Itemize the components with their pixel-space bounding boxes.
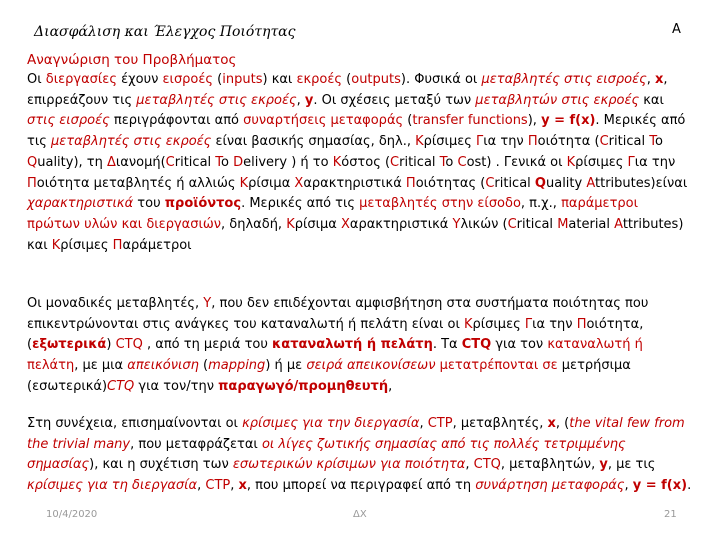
text-run: περιγράφονται από	[109, 113, 244, 129]
text-run: ,	[624, 478, 633, 494]
text-run: ια την	[634, 154, 676, 170]
text-run: ρίσιμα	[294, 216, 341, 232]
text-run: CTQ	[461, 337, 492, 353]
paragraph-inputs-outputs	[27, 70, 693, 256]
text-run: ρίσιμες	[423, 134, 477, 150]
text-run: στις εισροές	[27, 113, 110, 129]
text-run: (	[403, 113, 413, 129]
text-run: y = f(x)	[632, 478, 688, 494]
text-run: ,	[388, 378, 393, 394]
text-run: ,	[419, 416, 428, 431]
text-run: Π	[112, 237, 123, 253]
text-run: x	[238, 478, 247, 494]
text-run: μεταβλητές στην είσοδο	[359, 196, 521, 212]
text-run: καταναλωτή ή πελάτη	[272, 337, 433, 353]
text-run: μεταβλητές στις εκροές	[51, 134, 212, 150]
text-run: , π.χ.,	[520, 196, 562, 212]
text-run: έχουν	[116, 72, 163, 87]
text-run: the vital few from the trivial many	[27, 416, 685, 452]
paragraph-ctp-variables	[27, 414, 693, 497]
text-run: mapping	[208, 358, 266, 374]
text-run: T	[439, 154, 446, 170]
paragraph-ctq-variables	[27, 294, 693, 398]
text-run: ,	[465, 457, 474, 473]
text-run: ritical	[516, 216, 558, 232]
text-run: C	[457, 154, 467, 170]
footer-date: 10/4/2020	[46, 509, 98, 520]
text-run: C	[485, 175, 495, 191]
text-run: Π	[527, 134, 538, 150]
text-run: , επιρρεάζουν τις	[27, 72, 668, 108]
text-run: του	[133, 196, 165, 212]
slide-corner-label: A	[672, 22, 681, 37]
text-run: συνάρτηση μεταφοράς	[475, 478, 625, 494]
text-run: παραγωγό/προμηθευτή	[218, 378, 389, 394]
text-run: M	[557, 216, 569, 232]
text-run: Κ	[286, 216, 295, 232]
text-run: Π	[27, 175, 37, 191]
text-run: εσωτερικών κρίσιμων για ποιότητα	[232, 457, 466, 473]
text-run: C	[599, 134, 609, 150]
text-run: . Οι σχέσεις μεταξύ των	[313, 92, 476, 108]
text-run: , που μεταφράζεται	[130, 436, 262, 452]
text-run: A	[614, 216, 623, 232]
text-run: εξωτερικά	[32, 337, 107, 353]
text-run: , που μπορεί να περιγραφεί από τη	[246, 478, 476, 494]
text-run: , (	[555, 416, 570, 431]
text-run: ρίσιμες	[60, 237, 113, 253]
text-run: ,	[230, 478, 239, 494]
text-run: Κ	[332, 154, 342, 170]
section-title: Αναγνώριση του Προβλήματος	[27, 52, 237, 68]
text-run: ια την	[532, 316, 577, 332]
text-run: x	[547, 416, 556, 431]
text-run: (	[342, 72, 352, 87]
text-run: Γ	[476, 134, 484, 150]
text-run: , μεταβλητών,	[500, 457, 600, 473]
text-run: , με μια	[74, 358, 128, 374]
text-run: Οι μοναδικές μεταβλητές,	[27, 296, 204, 311]
text-run: οιότητα (	[537, 134, 600, 150]
text-run: οιότητας (	[415, 175, 486, 191]
text-run: Κ	[415, 134, 424, 150]
text-run: αρακτηριστικά	[303, 175, 406, 191]
text-run: διεργασίες	[45, 72, 117, 87]
text-run: για τον	[491, 337, 548, 353]
text-run: Στη συνέχεια, επισημαίνονται οι	[27, 416, 243, 431]
text-run: Υ	[452, 216, 461, 232]
text-run: , που δεν επιδέχονται αμφισβήτηση στα συστήματα ποιότητας που επικεντρώνονται στις ανάγκες του καταναλωτή ή πελάτη είναι οι	[27, 296, 649, 332]
text-run: outputs	[351, 72, 401, 87]
text-run: κρίσιμες για την διεργασία	[242, 416, 420, 431]
text-run: CTQ	[473, 457, 501, 473]
text-run: (	[213, 72, 223, 87]
text-run: χαρακτηριστικά	[27, 196, 134, 212]
text-run: μετατρέπονται σε	[435, 358, 562, 374]
text-run: A	[586, 175, 596, 191]
text-run: Q	[27, 154, 38, 170]
text-run: και	[639, 92, 664, 108]
text-run: Κ	[239, 175, 249, 191]
text-run: o	[654, 134, 663, 150]
text-run: elivery ) ή το	[243, 154, 333, 170]
text-run: ,	[197, 478, 206, 494]
text-run: CTP	[427, 416, 453, 431]
text-run: ritical	[608, 134, 650, 150]
text-run: όστος (	[341, 154, 391, 170]
text-run: ρίσιμα	[248, 175, 295, 191]
text-run: καταναλωτή ή πελάτη	[27, 337, 643, 374]
text-run: ) ή με	[265, 358, 307, 374]
text-run: transfer functions	[412, 113, 528, 129]
text-run: ,	[646, 72, 656, 87]
text-run: σειρά απεικονίσεων	[306, 358, 436, 374]
text-run: εισροές	[162, 72, 214, 87]
text-run: ritical	[174, 154, 216, 170]
text-run: συναρτήσεις μεταφοράς	[243, 113, 404, 129]
text-run: Γ	[524, 316, 533, 332]
text-run: C	[507, 216, 517, 232]
text-run: ost) . Γενικά οι	[466, 154, 567, 170]
text-run: Π	[405, 175, 416, 191]
text-run: οι λίγες ζωτικής σημασίας από τις πολλές τετριμμένης σημασίας	[27, 436, 626, 473]
footer-author: ΔΧ	[353, 509, 367, 520]
text-run: Y	[203, 296, 212, 311]
slide-header-title: Διασφάλιση και Έλεγχος Ποιότητας	[34, 24, 296, 40]
text-run: .	[687, 478, 692, 494]
text-run: Χ	[294, 175, 304, 191]
text-run: Χ	[341, 216, 350, 232]
text-run: απεικόνιση	[127, 358, 199, 374]
text-run: Q	[534, 175, 546, 191]
text-run: Γ	[627, 154, 635, 170]
text-run: (	[198, 358, 209, 374]
text-run: inputs	[222, 72, 263, 87]
text-run: Δ	[107, 154, 116, 170]
text-run: παράμετροι πρώτων υλών και διεργασιών	[27, 196, 639, 232]
text-run: ρίσιμες	[575, 154, 628, 170]
text-run: uality	[545, 175, 587, 191]
text-run: ttributes)είναι	[595, 175, 688, 191]
text-run: T	[649, 134, 655, 150]
text-run: κρίσιμες για τη διεργασία	[27, 478, 198, 494]
text-run: , δηλαδή,	[221, 216, 287, 232]
text-run: CTQ	[107, 378, 135, 394]
text-run: y	[599, 457, 608, 473]
text-run: , με τις	[607, 457, 656, 473]
text-run: uality), τη	[37, 154, 107, 170]
text-run: Π	[576, 316, 587, 332]
text-run: ritical	[494, 175, 535, 191]
text-run: οιότητα μεταβλητές ή αλλιώς	[36, 175, 240, 191]
text-run: ιανομή(	[115, 154, 166, 170]
text-run: Κ	[463, 316, 473, 332]
text-run: ttributes) και	[27, 216, 684, 253]
text-run: μετρήσιμα (εσωτερικά)	[27, 358, 631, 394]
text-run: μεταβλητών στις εκροές	[475, 92, 640, 108]
text-run: x	[655, 72, 664, 87]
text-run: . Τα	[432, 337, 462, 353]
footer-page-number: 21	[664, 509, 677, 520]
text-run: C	[390, 154, 400, 170]
text-run: CTQ	[115, 337, 143, 353]
text-run: , από τη μεριά του	[142, 337, 273, 353]
text-run: o	[221, 154, 234, 170]
text-run: ),	[527, 113, 542, 129]
text-run: ). Φυσικά οι	[400, 72, 482, 87]
text-run: προϊόντος	[164, 196, 242, 212]
text-run: ια την	[483, 134, 528, 150]
text-run: αρακτηριστικά	[349, 216, 453, 232]
text-run: o	[445, 154, 458, 170]
text-run: T	[215, 154, 222, 170]
text-run: μεταβλητές στις εισροές	[481, 72, 647, 87]
text-run: )	[106, 337, 116, 353]
text-run: D	[233, 154, 244, 170]
text-run: ritical	[399, 154, 440, 170]
text-run: εκροές	[296, 72, 343, 87]
text-run: είναι βασικής σημασίας, δηλ.,	[211, 134, 416, 150]
text-run: Οι	[27, 72, 46, 87]
text-run: . Μερικές από τις	[241, 196, 360, 212]
text-run: μεταβλητές στις εκροές	[136, 92, 297, 108]
text-run: λικών (	[460, 216, 508, 232]
text-run: aterial	[568, 216, 615, 232]
text-run: y	[304, 92, 314, 108]
text-run: CTP	[205, 478, 231, 494]
text-run: οιότητα, (	[27, 316, 644, 353]
text-run: y = f(x)	[541, 113, 596, 129]
text-run: ) και	[262, 72, 297, 87]
text-run: Κ	[51, 237, 61, 253]
text-run: αράμετροι	[122, 237, 192, 253]
text-run: Κ	[566, 154, 576, 170]
text-run: ,	[296, 92, 305, 108]
text-run: . Μερικές από τις	[27, 113, 686, 150]
text-run: ρίσιμες	[472, 316, 525, 332]
text-run: , μεταβλητές,	[452, 416, 548, 431]
text-run: C	[165, 154, 175, 170]
text-run: για τον/την	[134, 378, 219, 394]
text-run: ), και η συχέτιση των	[89, 457, 233, 473]
